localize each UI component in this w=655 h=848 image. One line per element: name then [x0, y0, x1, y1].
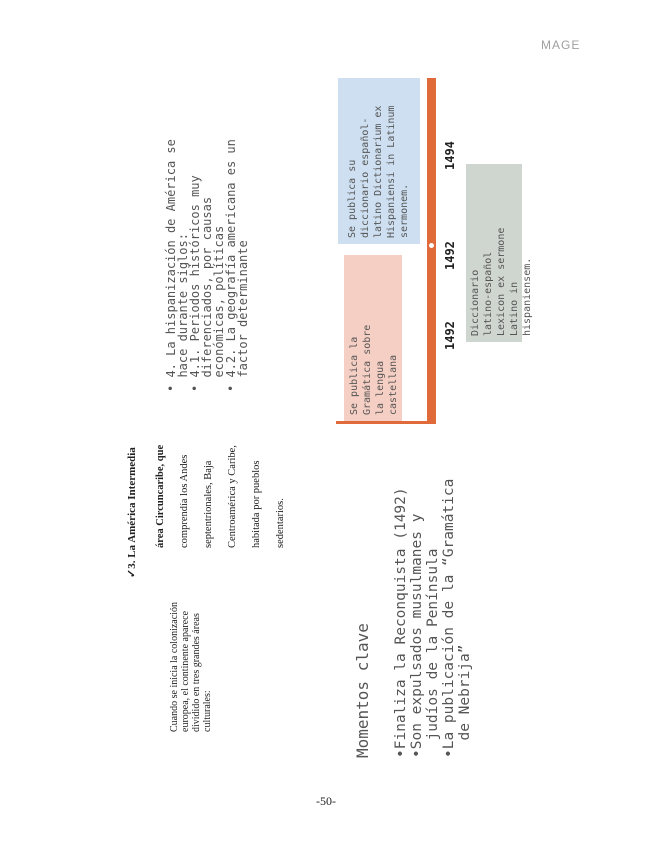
event-year: 1494: [443, 141, 457, 170]
moments-list: [393, 479, 473, 758]
right-bullet-cont: económicas, políticas: [212, 225, 226, 392]
event-year: 1492: [443, 241, 457, 270]
event-box-dictionarium: [338, 78, 420, 244]
intro-line: europea, el continente aparece: [180, 610, 191, 732]
area-line: habitada por pueblos: [251, 460, 262, 548]
event-box-diccionario: [466, 164, 533, 342]
right-bullet: • 4.1. Periodos históricos muy: [188, 175, 202, 392]
intro-line: dividido en tres grandes áreas: [191, 613, 202, 732]
moment-bullet-cont: judíos de la Península: [425, 548, 441, 758]
page-number: -50-: [316, 794, 336, 808]
right-bullet: • 4.2. La geografía americana es un: [224, 139, 238, 392]
right-bullet-cont: diferenciados, por causas: [200, 196, 214, 392]
right-bullet-cont: hace durante siglos:: [176, 233, 190, 392]
event-box-gramatica: [344, 255, 402, 421]
right-bullet: • 4. La hispanización de América se: [164, 139, 178, 392]
area-line: área Circuncaribe, que: [155, 444, 166, 548]
moment-bullet: •Finaliza la Reconquista (1492): [393, 487, 409, 758]
event-text: Diccionario latino-español Lexicon ex sermone Latino in hispaniensem.: [470, 227, 533, 336]
event-text: Se publica la Gramática sobre la lengua castellana: [349, 324, 399, 415]
intro-line: Cuando se inicia la colonización: [169, 602, 180, 732]
intro-line: culturales:: [202, 690, 213, 732]
area-line: sedentarios.: [275, 498, 286, 548]
right-bullet-cont: factor determinante: [236, 240, 250, 392]
event-year: 1492: [443, 321, 457, 350]
timeline-marker: [429, 243, 434, 248]
timeline-bar: [427, 78, 436, 424]
timeline-baseline: [336, 421, 436, 424]
header-tag: MAGE: [541, 38, 581, 52]
moment-bullet-cont: de Nebrija”: [457, 644, 473, 758]
area-line: Centroamérica y Caribe,: [227, 445, 238, 548]
area-line: septentrionales, Baja: [203, 460, 214, 548]
moment-bullet: •La publicación de la “Gramática: [441, 478, 457, 758]
area-line: comprendía los Andes: [179, 454, 190, 548]
intro-text: [169, 602, 213, 732]
area-title: ✓3. La América Intermedia: [126, 447, 138, 578]
area-description: [149, 445, 293, 548]
event-text: Se publica su diccionario español- latino Dictionarium ex Hispaniensi in Latinum sermonem.: [347, 105, 410, 238]
area-title-line: [125, 447, 139, 578]
moment-bullet: •Son expulsados musulmanes y: [409, 513, 425, 758]
moments-title: Momentos clave: [353, 623, 372, 758]
hispanizacion-list: [165, 139, 249, 392]
